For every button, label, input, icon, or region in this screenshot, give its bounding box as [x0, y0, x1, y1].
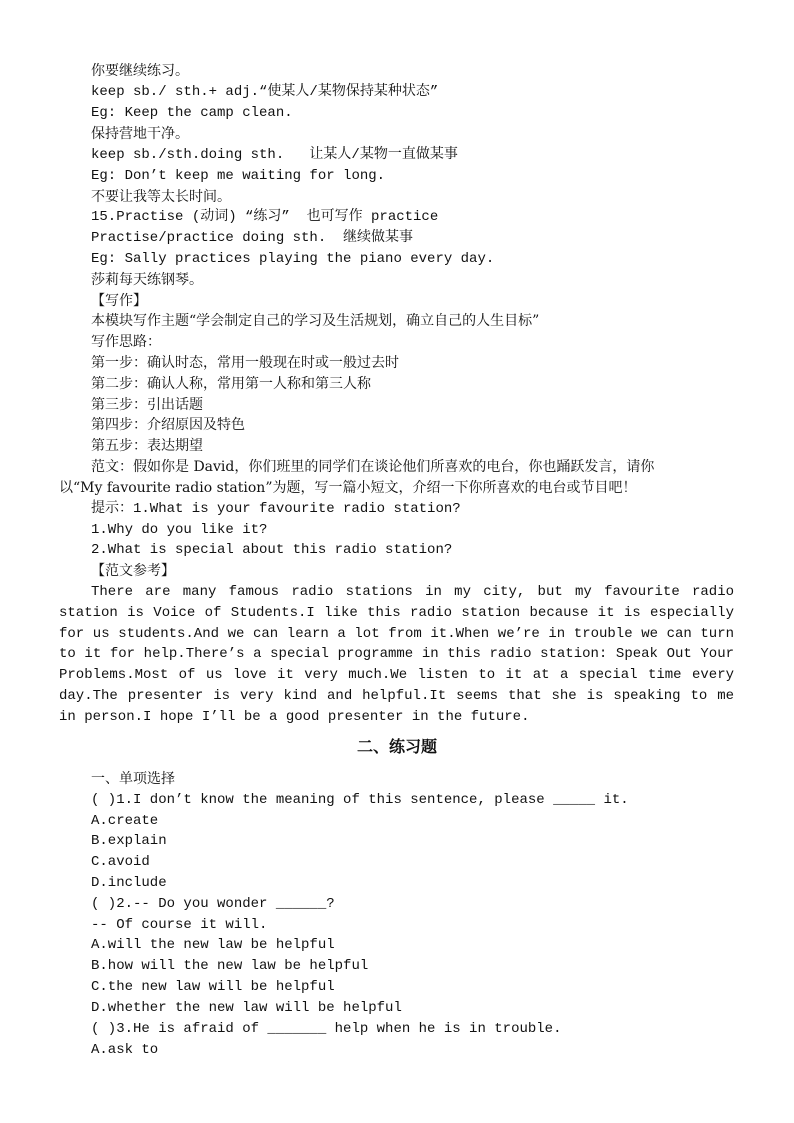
example-prompt: 范文：假如你是 David，你们班里的同学们在谈论他们所喜欢的电台，你也踊跃发言，请你 [91, 459, 655, 475]
essay-paragraph: There are many famous radio stations in my city, but my favourite radio station is Voice of Students.I like this radio station because it is especially for us students.And we can learn a lot from it.When we’re in trouble we can turn to it for help.There’s a special programme in this radio station: Speak Out Your Problems.Most of us love it very much.We listen to it at a special time every day.The presenter is very kind and helpful.It seems that she is speaking to me in person.I hope I’ll be a good presenter in the future. [59, 584, 734, 725]
text-line: 15.Practise (动词) “练习” 也可写作 practice [91, 209, 439, 225]
page-title: 二、练习题 [356, 737, 437, 756]
option-line: D.include [91, 875, 167, 891]
option-line: A.will the new law be helpful [91, 937, 335, 953]
section-heading: 【范文参考】 [91, 563, 175, 579]
text-line: Practise/practice doing sth. 继续做某事 [91, 230, 414, 246]
hint-line: 1.Why do you like it? [91, 522, 268, 538]
section-heading: 一、单项选择 [91, 771, 175, 787]
text-line: 写作思路： [91, 334, 161, 350]
text-line: keep sb./ sth.+ adj.“使某人/某物保持某种状态” [91, 84, 439, 100]
text-line: Eg: Sally practices playing the piano every day. [91, 251, 495, 267]
example-prompt: 以“My favourite radio station”为题，写一篇小短文，介绍一下你所喜欢的电台或节目吧！ [59, 480, 637, 496]
option-line: B.explain [91, 833, 167, 849]
option-line: A.ask to [91, 1042, 159, 1058]
step-line: 第四步：介绍原因及特色 [91, 417, 245, 433]
option-line: C.avoid [91, 854, 150, 870]
option-line: D.whether the new law will be helpful [91, 1000, 402, 1016]
hint-line: 2.What is special about this radio station? [91, 542, 453, 558]
step-line: 第二步：确认人称，常用第一人称和第三人称 [91, 376, 371, 392]
option-line: A.create [91, 813, 159, 829]
text-line: keep sb./sth.doing sth. 让某人/某物一直做某事 [91, 147, 458, 163]
text-line: 保持营地干净。 [91, 126, 189, 142]
text-line: 本模块写作主题“学会制定自己的学习及生活规划，确立自己的人生目标” [91, 313, 540, 329]
question-line: ( )2.-- Do you wonder ______? [91, 896, 335, 912]
step-line: 第一步：确认时态，常用一般现在时或一般过去时 [91, 355, 399, 371]
step-line: 第三步：引出话题 [91, 397, 203, 413]
hint-line: 提示：1.What is your favourite radio station? [91, 501, 461, 517]
text-line: 莎莉每天练钢琴。 [91, 272, 203, 288]
text-line: Eg: Keep the camp clean. [91, 105, 293, 121]
option-line: C.the new law will be helpful [91, 979, 335, 995]
text-line: 不要让我等太长时间。 [91, 189, 231, 205]
section-heading: 【写作】 [91, 293, 147, 309]
option-line: B.how will the new law be helpful [91, 958, 369, 974]
step-line: 第五步：表达期望 [91, 438, 203, 454]
question-line: ( )3.He is afraid of _______ help when he is in trouble. [91, 1021, 562, 1037]
text-line: Eg: Don’t keep me waiting for long. [91, 168, 386, 184]
question-line: ( )1.I don’t know the meaning of this sentence, please _____ it. [91, 792, 629, 808]
answer-line: -- Of course it will. [91, 917, 268, 933]
text-line: 你要继续练习。 [91, 63, 189, 79]
